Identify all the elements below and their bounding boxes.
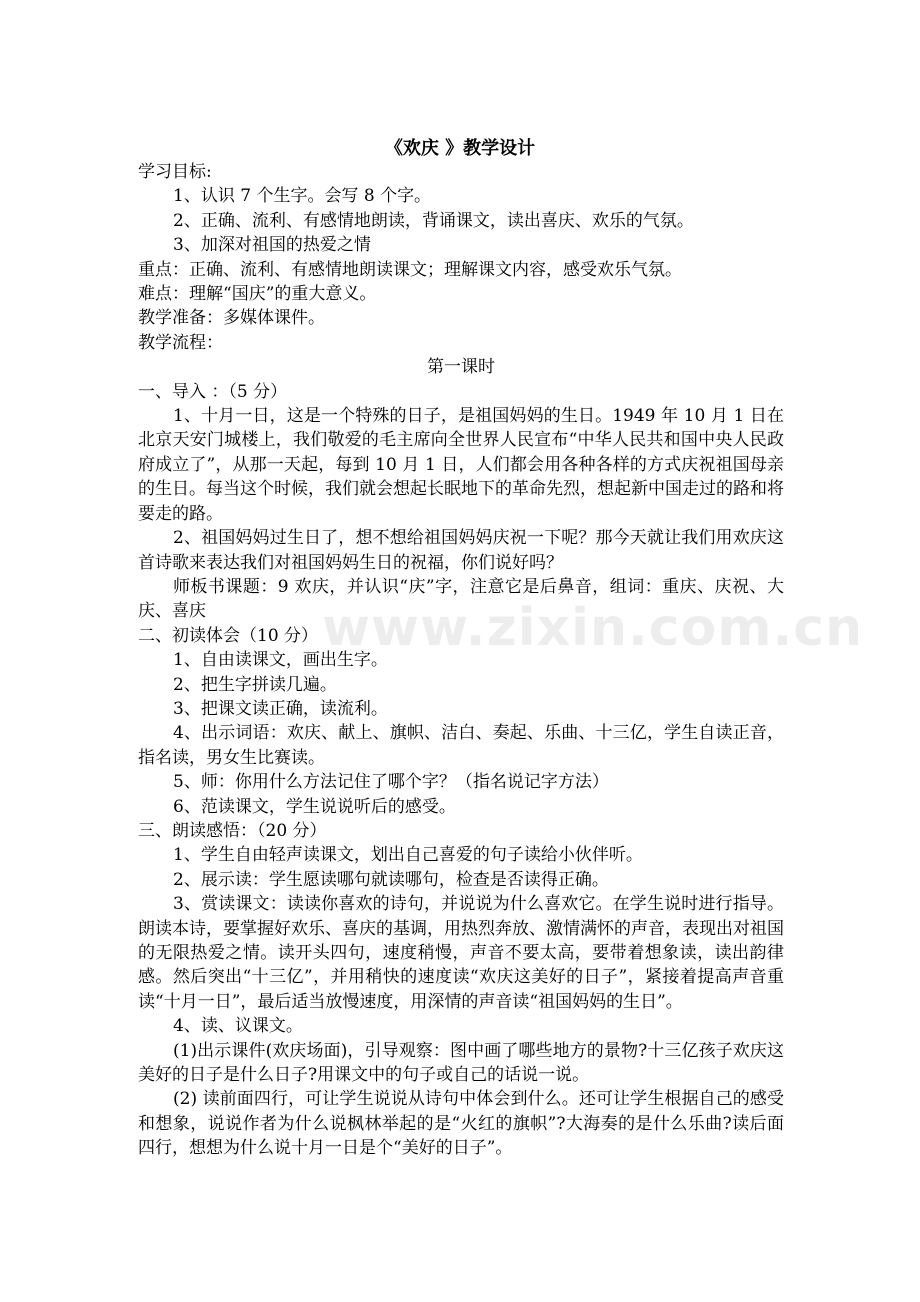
difficulty: 难点：理解“国庆”的重大意义。: [138, 284, 377, 305]
process-heading: 教学流程：: [138, 332, 223, 353]
paragraph: 3、赏读课文：读读你喜欢的诗句，并说说为什么喜欢它。在学生说时进行指导。朗读本诗，要掌握好欢乐、喜庆的基调，用热烈奔放、激情满怀的声音，表现出对祖国的无限热爱之情。读开头四句，速度稍慢，声音不要太高，要带着想象读，读出韵律感。然后突出“十三亿”，并用稍快的速度读“欢庆这美好的日子”，紧接着提高声音重读“十月一日”，最后适当放慢速度，用深情的声音读“祖国妈妈的生日”。: [138, 894, 784, 1012]
document-title: 《欢庆 》教学设计: [384, 138, 536, 159]
paragraph: (2) 读前面四行，可让学生说说从诗句中体会到什么。还可让学生根据自己的感受和想象，说说作者为什么说枫林举起的是“火红的旗帜”?大海奏的是什么乐曲?读后面四行，想想为什么说十月一日是个“美好的日子”。: [138, 1089, 784, 1159]
section-heading: 三、朗读感悟：（20 分）: [138, 820, 327, 841]
paragraph: 3、把课文读正确，读流利。: [173, 698, 388, 719]
section-heading: 一、导入 ：（5 分）: [138, 381, 288, 402]
goal-item: 3、加深对祖国的热爱之情: [173, 235, 371, 256]
preparation: 教学准备：多媒体课件。: [138, 308, 325, 329]
paragraph: 1、自由读课文，画出生字。: [173, 650, 388, 671]
paragraph: 2、把生字拼读几遍。: [173, 674, 337, 695]
paragraph: 师板书课题：9 欢庆，并认识“庆”字，注意它是后鼻音，组词：重庆、庆祝、大庆、喜庆: [138, 576, 784, 622]
goal-item: 2、正确、流利、有感情地朗读，背诵课文，读出喜庆、欢乐的气氛。: [173, 210, 694, 231]
paragraph: 1、十月一日，这是一个特殊的日子，是祖国妈妈的生日。1949 年 10 月 1 日在北京天安门城楼上，我们敬爱的毛主席向全世界人民宣布“中华人民共和国中央人民政府成立了”，从那一天起，每到 10 月 1 日，人们都会用各种各样的方式庆祝祖国母亲的生日。每当这个时候，我们就会想起长眠地下的革命先烈，想起新中国走过的路和将要走的路。: [138, 406, 784, 524]
lesson-title: 第一课时: [427, 357, 495, 378]
goals-heading: 学习目标:: [138, 162, 212, 182]
paragraph: 2、展示读：学生愿读哪句就读哪句，检查是否读得正确。: [173, 869, 609, 890]
paragraph: 5、师：你用什么方法记住了哪个字？（指名说记字方法）: [173, 772, 609, 793]
paragraph: 6、范读课文，学生说说听后的感受。: [173, 796, 456, 817]
paragraph: 2、祖国妈妈过生日了，想不想给祖国妈妈庆祝一下呢？那今天就让我们用欢庆这首诗歌来表达我们对祖国妈妈生日的祝福，你们说好吗？: [138, 528, 784, 573]
document-body: [138, 160, 864, 1161]
paragraph: (1)出示课件(欢庆场面)，引导观察：图中画了哪些地方的景物?十三亿孩子欢庆这美好的日子是什么日子?用课文中的句子或自己的话说一说。: [138, 1040, 784, 1086]
paragraph: 1、学生自由轻声读课文，划出自己喜爱的句子读给小伙伴听。: [173, 845, 643, 866]
watermark: www.zixin.com.cn: [322, 598, 864, 658]
section-heading: 二、初读体会（10 分）: [138, 625, 319, 646]
goal-item: 1、认识 7 个生字。会写 8 个字。: [173, 186, 432, 207]
paragraph: 4、读、议课文。: [173, 1016, 303, 1037]
paragraph: 4、出示词语：欢庆、献上、旗帜、洁白、奏起、乐曲、十三亿，学生自读正音，指名读，男女生比赛读。: [138, 723, 784, 768]
key-point: 重点：正确、流利、有感情地朗读课文；理解课文内容，感受欢乐气氛。: [138, 259, 682, 280]
